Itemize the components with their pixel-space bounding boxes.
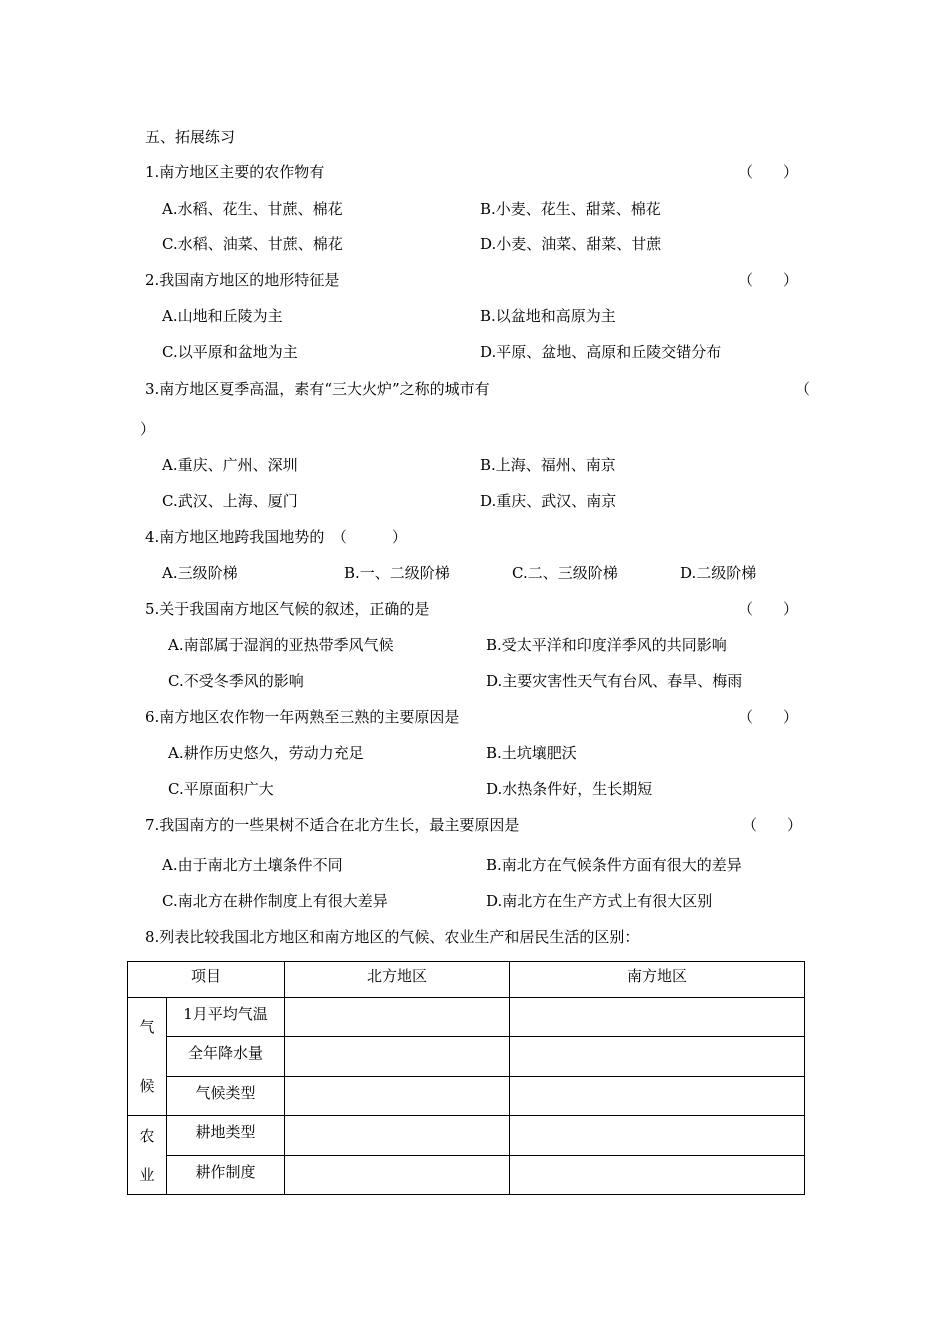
south-cell[interactable] [510,1076,805,1115]
row-label: 耕作制度 [167,1155,285,1195]
option-b: B.小麦、花生、甜菜、棉花 [480,200,661,218]
option-a: A.南部属于湿润的亚热带季风气候 [168,636,394,654]
row-label: 全年降水量 [167,1037,285,1076]
header-item: 项目 [128,962,285,998]
answer-paren-close: ） [140,420,156,438]
option-c: C.平原面积广大 [168,780,274,798]
option-d: D.重庆、武汉、南京 [480,492,617,510]
option-c: C.武汉、上海、厦门 [162,492,298,510]
option-a: A.重庆、广州、深圳 [162,456,298,474]
header-south: 南方地区 [510,962,805,998]
question-5-stem: 5.关于我国南方地区气候的叙述，正确的是 [145,600,430,618]
option-c: C.水稻、油菜、甘蔗、棉花 [162,235,343,253]
answer-parens: （ ） [738,163,799,181]
option-d: D.平原、盆地、高原和丘陵交错分布 [480,343,722,361]
option-a: A.三级阶梯 [162,564,238,582]
row-label: 耕地类型 [167,1116,285,1156]
question-8-stem: 8.列表比较我国北方地区和南方地区的气候、农业生产和居民生活的区别： [145,928,640,946]
answer-paren-open: （ [795,380,811,398]
category-agriculture-char-1: 农 [139,1126,155,1145]
comparison-table [127,961,805,1195]
option-d: D.主要灾害性天气有台风、春旱、梅雨 [486,672,743,690]
option-b: B.受太平洋和印度洋季风的共同影响 [486,636,727,654]
option-b: B.上海、福州、南京 [480,456,616,474]
south-cell[interactable] [510,1037,805,1076]
row-label: 气候类型 [167,1076,285,1115]
option-c: C.不受冬季风的影响 [168,672,304,690]
option-d: D.二级阶梯 [680,564,757,582]
north-cell[interactable] [285,1116,510,1156]
option-c: C.南北方在耕作制度上有很大差异 [162,892,388,910]
table-row [128,1076,805,1115]
north-cell[interactable] [285,1076,510,1115]
question-2-stem: 2.我国南方地区的地形特征是 [145,271,340,289]
category-agriculture-char-2: 业 [139,1165,155,1184]
option-c: C.以平原和盆地为主 [162,343,298,361]
south-cell[interactable] [510,1155,805,1195]
question-7-stem: 7.我国南方的一些果树不适合在北方生长，最主要原因是 [145,816,520,834]
option-d: D.小麦、油菜、甜菜、甘蔗 [480,235,662,253]
option-a: A.水稻、花生、甘蔗、棉花 [162,200,343,218]
north-cell[interactable] [285,1037,510,1076]
answer-parens: （ ） [738,600,799,618]
south-cell[interactable] [510,998,805,1037]
question-1-stem: 1.南方地区主要的农作物有 [145,163,325,181]
table-row [128,1155,805,1195]
option-a: A.耕作历史悠久，劳动力充足 [168,744,364,762]
table-row [128,1116,805,1156]
option-d: D.南北方在生产方式上有很大区别 [486,892,713,910]
option-b: B.一、二级阶梯 [344,564,450,582]
option-b: B.以盆地和高原为主 [480,307,616,325]
option-b: B.土坑壤肥沃 [486,744,577,762]
category-climate-char-1: 气 [139,1018,155,1037]
header-north: 北方地区 [285,962,510,998]
option-d: D.水热条件好，生长期短 [486,780,653,798]
north-cell[interactable] [285,1155,510,1195]
option-a: A.山地和丘陵为主 [162,307,283,325]
question-3-stem: 3.南方地区夏季高温，素有“三大火炉”之称的城市有 [145,380,490,398]
table-row [128,1037,805,1076]
answer-parens: （ ） [738,708,799,726]
south-cell[interactable] [510,1116,805,1156]
category-climate [128,998,167,1116]
north-cell[interactable] [285,998,510,1037]
question-4-stem: 4.南方地区地跨我国地势的 （ ） [145,528,407,546]
category-agriculture [128,1116,167,1195]
category-climate-char-2: 候 [139,1076,155,1095]
option-c: C.二、三级阶梯 [512,564,618,582]
option-a: A.由于南北方土壤条件不同 [162,856,343,874]
option-b: B.南北方在气候条件方面有很大的差异 [486,856,742,874]
answer-parens: （ ） [742,816,803,834]
table-header-row [128,962,805,998]
question-6-stem: 6.南方地区农作物一年两熟至三熟的主要原因是 [145,708,460,726]
row-label: 1月平均气温 [167,998,285,1037]
table-row [128,998,805,1037]
section-title: 五、拓展练习 [145,128,236,146]
answer-parens: （ ） [738,271,799,289]
